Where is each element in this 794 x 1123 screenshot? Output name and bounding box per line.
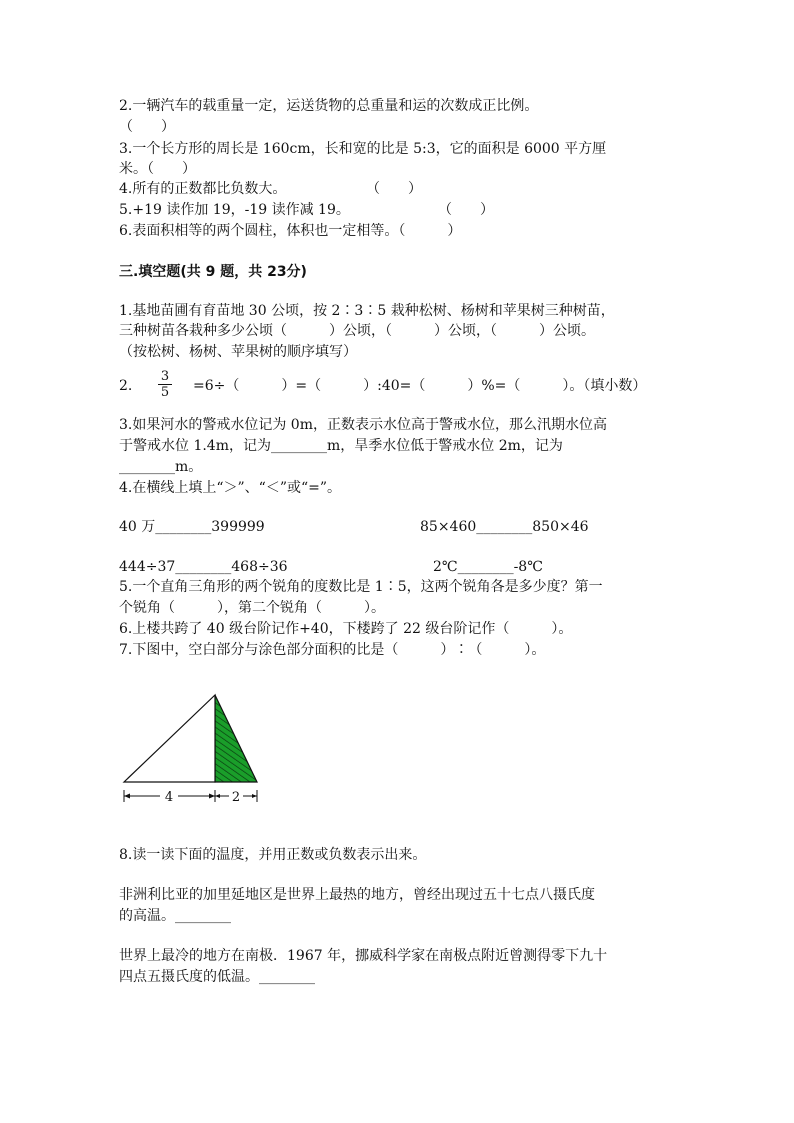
judge-q4-answer[interactable]: （ ）	[366, 181, 422, 197]
fill-q3-line3[interactable]: ________m。	[119, 459, 203, 475]
triangle-figure	[118, 690, 268, 810]
judge-q2-line1: 2.一辆汽车的载重量一定，运送货物的总重量和运的次数成正比例。	[119, 98, 539, 114]
compare-d[interactable]: 2℃________-8℃	[433, 559, 543, 575]
fill-q3-line2[interactable]: 于警戒水位 1.4m，记为________m，旱季水位低于警戒水位 2m，记为	[119, 438, 563, 454]
fill-q3-line1: 3.如果河水的警戒水位记为 0m，正数表示水位高于警戒水位，那么汛期水位高	[119, 417, 607, 433]
arrow-left-icon	[124, 794, 130, 799]
judge-q2-answer[interactable]: （ ）	[119, 119, 175, 135]
judge-q5-answer[interactable]: （ ）	[438, 202, 494, 218]
label-left: 4	[164, 790, 174, 805]
arrow-left-icon	[215, 794, 220, 798]
blank-region	[124, 695, 215, 782]
judge-q3-line2[interactable]: 米。（ ）	[119, 161, 196, 177]
fraction-numerator: 3	[158, 369, 172, 385]
fill-q1-line3: （按松树、杨树、苹果树的顺序填写）	[119, 344, 357, 360]
shaded-region	[215, 695, 257, 782]
fill-q4-title: 4.在横线上填上“＞”、“＜”或“=”。	[119, 480, 342, 496]
fill-q8-title: 8.读一读下面的温度，并用正数或负数表示出来。	[119, 847, 427, 863]
compare-b[interactable]: 85×460________850×46	[420, 519, 589, 535]
judge-q4-text: 4.所有的正数都比负数大。	[119, 181, 287, 197]
compare-c[interactable]: 444÷37________468÷36	[119, 559, 288, 575]
fill-q5-line2[interactable]: 个锐角（ ），第二个锐角（ ）。	[119, 600, 385, 616]
fraction-denominator: 5	[160, 385, 170, 400]
fill-q7-text[interactable]: 7.下图中，空白部分与涂色部分面积的比是（ ）∶（ ）。	[119, 642, 546, 658]
judge-q5-text: 5.+19 读作加 19，-19 读作减 19。	[119, 202, 350, 218]
arrow-right-icon	[209, 794, 215, 799]
label-right: 2	[231, 790, 241, 805]
fill-q5-line1: 5.一个直角三角形的两个锐角的度数比是 1∶5，这两个锐角各是多少度？第一	[119, 579, 603, 595]
fill-q8-p1-line2[interactable]: 的高温。________	[119, 908, 231, 924]
fill-q8-p1-line1: 非洲利比亚的加里延地区是世界上最热的地方，曾经出现过五十七点八摄氏度	[119, 887, 595, 903]
section-title: 三.填空题(共 9 题，共 23分)	[119, 264, 307, 280]
judge-q3-line1: 3.一个长方形的周长是 160cm，长和宽的比是 5:3，它的面积是 6000 平方厘	[119, 141, 607, 157]
fill-q2-text[interactable]: =6÷（ ）=（ ）:40=（ ）%=（ ）。（填小数）	[193, 378, 647, 394]
fill-q6-text[interactable]: 6.上楼共跨了 40 级台阶记作+40，下楼跨了 22 级台阶记作（ ）。	[119, 621, 573, 637]
fill-q8-p2-line1: 世界上最冷的地方在南极．1967 年，挪威科学家在南极点附近曾测得零下九十	[119, 948, 608, 964]
judge-q6-text[interactable]: 6.表面积相等的两个圆柱，体积也一定相等。（ ）	[119, 223, 462, 239]
fill-q2-number: 2.	[119, 378, 133, 394]
fill-q1-line2[interactable]: 三种树苗各栽种多少公顷（ ）公顷，（ ）公顷，（ ）公顷。	[119, 323, 595, 339]
compare-a[interactable]: 40 万________399999	[119, 519, 265, 535]
fraction	[158, 369, 172, 400]
fill-q8-p2-line2[interactable]: 四点五摄氏度的低温。________	[119, 969, 315, 985]
fill-q1-line1: 1.基地苗圃有育苗地 30 公顷，按 2∶3∶5 栽种松树、杨树和苹果树三种树苗，	[119, 303, 615, 319]
arrow-right-icon	[252, 794, 257, 798]
